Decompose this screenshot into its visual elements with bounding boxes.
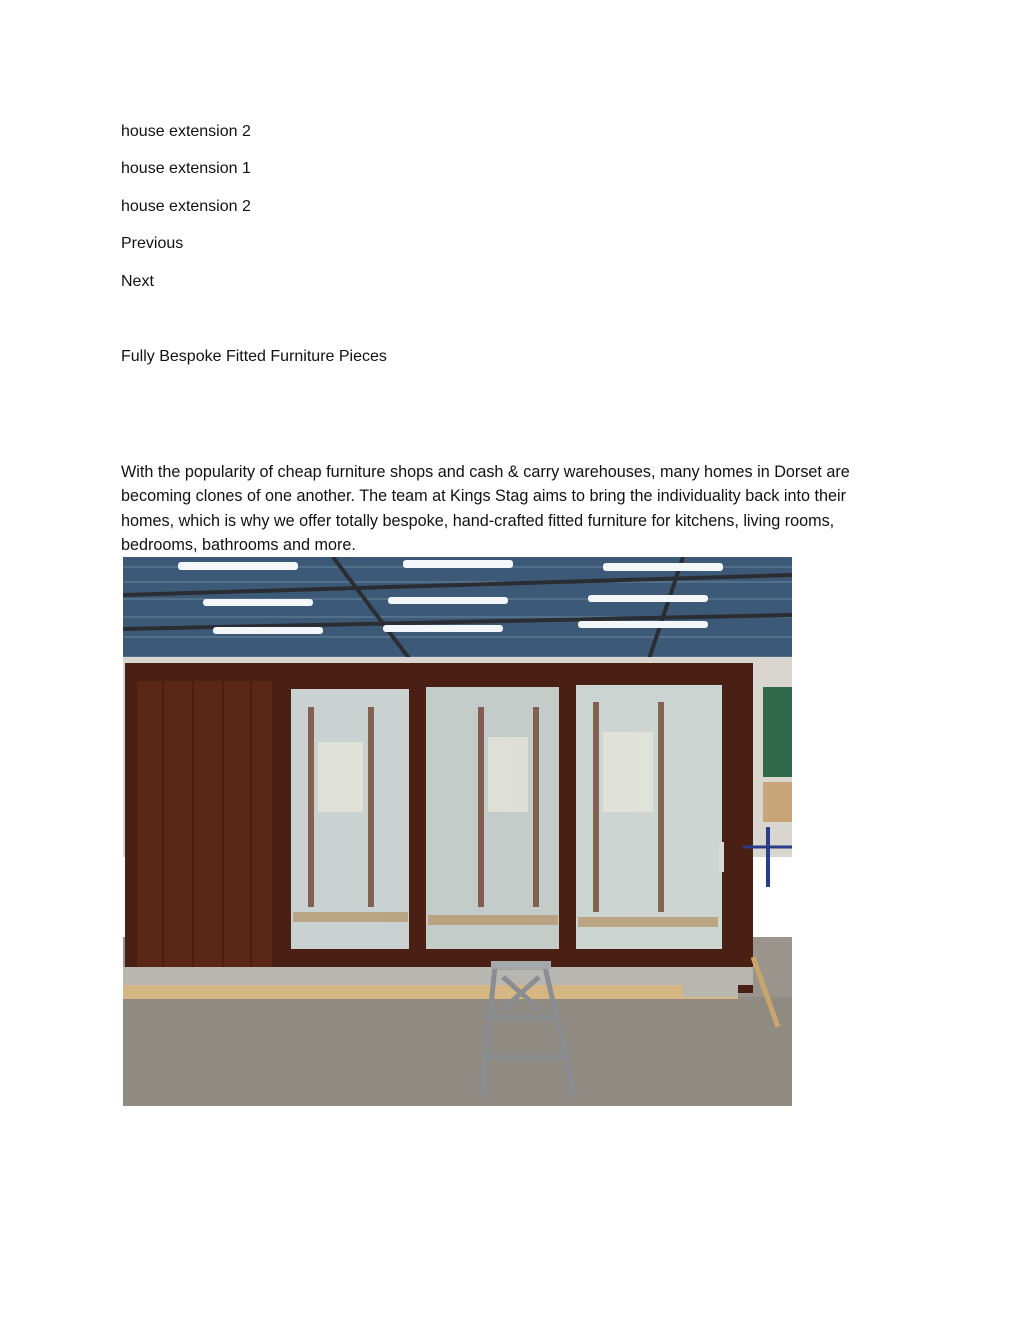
gallery-next-link[interactable]: Next <box>121 273 154 290</box>
gallery-caption-3: house extension 2 <box>121 198 251 215</box>
section-body-text: With the popularity of cheap furniture shops and cash & carry warehouses, many homes in Dorset are becoming clones of one another. The team at Kings Stag aims to bring the individuality back into their homes, which is why we offer totally bespoke, hand-crafted fitted furniture for kitchens, living rooms, bedrooms, bathrooms and more. <box>121 463 850 554</box>
gallery-caption-2: house extension 1 <box>121 160 251 177</box>
workshop-photo <box>123 557 792 1106</box>
gallery-previous-link[interactable]: Previous <box>121 235 184 252</box>
section-heading: Fully Bespoke Fitted Furniture Pieces <box>121 348 387 365</box>
glass-pane-2 <box>426 687 559 949</box>
gallery-caption-1: house extension 2 <box>121 123 251 140</box>
